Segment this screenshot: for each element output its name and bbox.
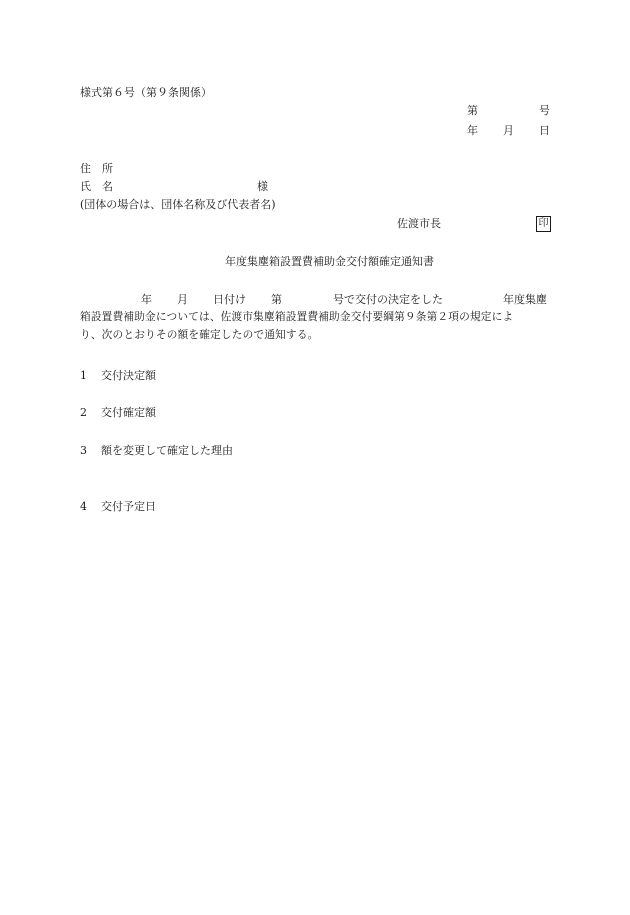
body-line-2: 箱設置費補助金については、佐渡市集塵箱設置費補助金交付要綱第９条第２項の規定によ xyxy=(80,310,514,323)
body-dated: 日付け xyxy=(213,293,246,306)
seal-box: 印 xyxy=(536,216,551,232)
form-label: 様式第６号（第９条関係） xyxy=(80,86,212,99)
date-day: 日 xyxy=(539,124,550,137)
issuer-title: 佐渡市長 xyxy=(397,217,441,230)
group-note: (団体の場合は、団体名称及び代表者名) xyxy=(80,198,276,211)
document-number-prefix: 第 xyxy=(467,104,478,117)
item-4-number: 4 xyxy=(80,500,87,513)
document-title: 年度集塵箱設置費補助金交付額確定通知書 xyxy=(225,255,434,268)
body-year: 年 xyxy=(141,293,152,306)
date-month: 月 xyxy=(503,124,514,137)
item-4-label: 交付予定日 xyxy=(101,500,156,513)
item-3-number: 3 xyxy=(80,444,87,457)
body-line-3: り、次のとおりその額を確定したので通知する。 xyxy=(80,328,319,341)
date-year: 年 xyxy=(467,124,478,137)
document-number-suffix: 号 xyxy=(539,104,550,117)
body-decision-text: 号で交付の決定をした xyxy=(333,293,443,306)
body-number-prefix: 第 xyxy=(271,293,282,306)
item-3-label: 額を変更して確定した理由 xyxy=(101,444,233,457)
item-1-label: 交付決定額 xyxy=(101,369,156,382)
body-fiscal-year-text: 年度集塵 xyxy=(503,293,547,306)
address-label: 住 所 xyxy=(80,162,113,175)
body-month: 月 xyxy=(177,293,188,306)
item-1-number: 1 xyxy=(80,369,87,382)
item-2-number: 2 xyxy=(80,406,87,419)
honorific: 様 xyxy=(257,180,268,193)
item-2-label: 交付確定額 xyxy=(101,406,156,419)
name-label: 氏 名 xyxy=(80,180,113,193)
